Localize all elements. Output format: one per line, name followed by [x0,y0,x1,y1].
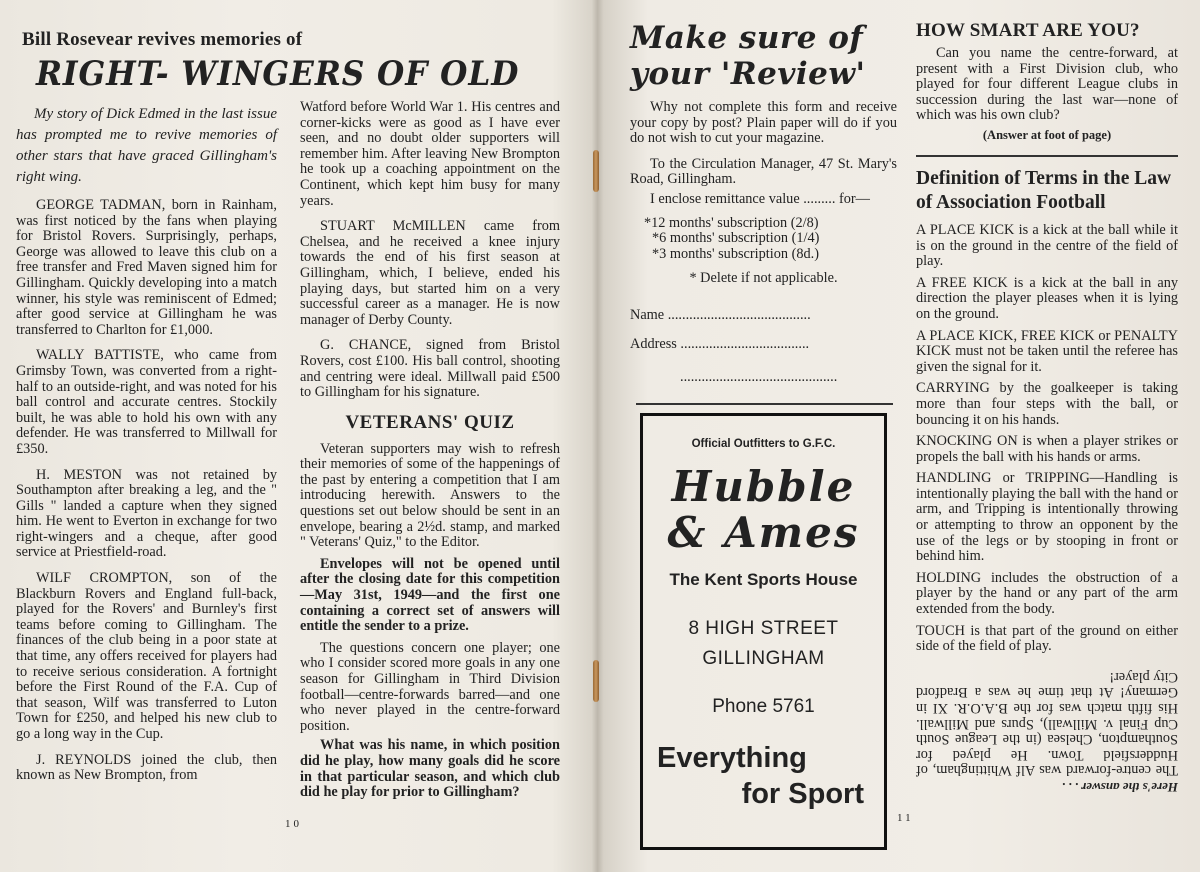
definition: HANDLING or TRIPPING—Handling is intentionally playing the ball with the hand or arm, and Tripping is intentionally throwing or attempting to throw an opponent by the use of the legs or by stooping in front or behind him. [916,470,1178,565]
upside-down-answer [916,668,1178,799]
subscription-option[interactable]: *3 months' subscription (8d.) [652,245,819,262]
article-paragraph: WALLY BATTISTE, who came from Grimsby Town, was converted from a right-half to an outside-right, and was noted for his ball control and accurate centres. Stockily built, he was able to hold his own with any defender. He was transferred to Millwall for £350. [16,347,277,457]
definition: A PLACE KICK is a kick at the ball while it is on the ground in the centre of the field of play. [916,221,1178,270]
hubble-ames-advert [640,413,887,850]
article-paragraph: WILF CROMPTON, son of the Blackburn Rovers and England full-back, played for the Rovers' and Burnley's first teams before coming to Gillingham. The finances of the club being in a poor state at that time, any offers received for players had to receive serious consideration. A fortnight before the First Round of the F.A. Cup of that season, Wilf was transferred to Luton Town for £250, and helped his new club to go a long way in the Cup. [16,570,277,742]
page-number: 10 [285,818,302,830]
subscription-options [630,216,897,263]
article-paragraph: H. MESTON was not retained by Southampton after breaking a leg, and the " Gills " landed a capture when they signed him. He went to Everton in exchange for two right-wingers and a cheque, after good service at Priestfield-road. [16,466,277,561]
staple [593,150,599,192]
article-kicker: Bill Rosevear revives memories of [22,29,303,50]
article-column-1 [16,104,277,784]
answer-text: The centre-forward was Alf Whittingham, of Huddersfield Town. He played for Southampton, Chelsea (in the League South Cup Final v. Millwall), Spurs and Millwall. His fifth match was for the B.A.O.R. XI in Germany! At that time he was a Bradford City player! [916,668,1178,779]
delete-note: * Delete if not applicable. [689,270,838,287]
page-number: 11 [897,812,914,824]
ad-brand-line-1: Hubble [671,462,856,511]
subscription-option[interactable]: *6 months' subscription (1/4) [652,230,820,247]
staple [593,660,599,702]
article-intro: My story of Dick Edmed in the last issue has prompted me to revive memories of other stars that have graced Gillingham's right wing. [16,106,277,185]
definition: CARRYING by the goalkeeper is taking more than four steps with the ball, or bouncing it on his hands. [916,380,1178,428]
ad-slogan-line-1: Everything [657,742,807,774]
remittance-line: I enclose remittance value ......... for— [650,190,870,207]
address-field[interactable]: Address .................................... [630,336,810,353]
page-10 [0,0,596,872]
article-paragraph: Watford before World War 1. His centres and corner-kicks were as good as I have ever seen, and no doubt older supporters will remember him. After leaving New Brompton he took up a coaching appointment on the Continent, which kept him busy for many years. [300,99,560,209]
quiz-heading: VETERANS' QUIZ [345,411,515,433]
quiz-title: HOW SMART ARE YOU? [916,20,1140,41]
divider [916,155,1178,157]
article-paragraph: STUART McMILLEN came from Chelsea, and he received a knee injury towards the end of his first season at Gillingham, which, I believe, ended his playing days, but started him on a very successful career as a manager. He is now manager of Derby County. [300,218,560,328]
review-title-line-2: your 'Review' [630,56,866,92]
definition: HOLDING includes the obstruction of a player by the hand or any part of the arm extended from the body. [916,569,1178,618]
quiz-paragraph: Veteran supporters may wish to refresh their memories of some of the happenings of the past by entering a competition that I am introducing herewith. Answers to the questions set out below should be sent in an envelope, bearing a 2½d. stamp, and marked " Veterans' Quiz," to the Editor. [300,440,560,551]
review-intro: Why not complete this form and receive your copy by post? Plain paper will do if you do not wish to cut your magazine. [630,99,897,147]
article-column-2 [300,100,560,801]
ad-slogan-line-2: for Sport [741,778,864,810]
answer-note: (Answer at foot of page) [982,127,1112,142]
article-paragraph: J. REYNOLDS joined the club, then known as New Brompton, from [16,751,277,784]
quiz-closing-notice: Envelopes will not be opened until after the closing date for this competition—May 31st, 1949—and the first one containing a correct set of answers will entitle the sender to a prize. [300,555,560,635]
name-field[interactable]: Name ........................................ [630,307,811,324]
review-title-line-1: Make sure of [630,20,864,56]
ad-phone: Phone 5761 [712,696,815,717]
quiz-question: Can you name the centre-forward, at present with a First Division club, who played for four different League clubs in succession during the last war—none of which was his own club? [916,45,1178,124]
ad-town: GILLINGHAM [702,648,825,669]
right-column [916,20,1178,655]
definition: A PLACE KICK, FREE KICK or PENALTY KICK must not be taken until the referee has given the signal for it. [916,327,1178,375]
subscription-option[interactable]: *12 months' subscription (2/8) [644,214,819,231]
definition: KNOCKING ON is when a player strikes or propels the ball with his hands or arms. [916,433,1178,465]
address-field-line-2[interactable]: ............................................ [680,369,838,386]
quiz-paragraph: The questions concern one player; one who I consider scored more goals in any one season for Gillingham in Third Division football—centre-forwards barred—and one who never played in the centre-forward position. [300,639,560,734]
article-paragraph: G. CHANCE, signed from Bristol Rovers, cost £100. His ball control, shooting and centring were ideal. Millwall paid £500 to Gillingham for his signature. [300,337,560,401]
answer-header: Here's the answer . . . [1061,779,1178,795]
definition: A FREE KICK is a kick at the ball in any direction the player pleases when it is lying on the ground. [916,274,1178,322]
quiz-question: What was his name, in which position did he play, how many goals did he score in that particular season, and which club did he play for prior to Gillingham? [300,737,560,801]
ad-brand-line-2: & Ames [667,508,860,557]
divider [636,403,893,405]
ad-official-outfitters: Official Outfitters to G.F.C. [691,438,836,450]
page-11 [600,0,1200,872]
definition: TOUCH is that part of the ground on either side of the field of play. [916,622,1178,655]
ad-tagline: The Kent Sports House [669,570,858,589]
subscription-form [630,20,897,386]
article-headline: RIGHT- WINGERS OF OLD [36,54,520,94]
ad-street: 8 HIGH STREET [688,618,839,639]
definitions-title: Definition of Terms in the Law of Association Football [916,167,1172,213]
review-address: To the Circulation Manager, 47 St. Mary's Road, Gillingham. [630,155,897,188]
review-title [630,20,897,92]
article-paragraph: GEORGE TADMAN, born in Rainham, was first noticed by the fans when playing for Bristol Rovers. Surprisingly, perhaps, George was allowed to leave this club on a free transfer and Fred Maven signed him for Gillingham. Quickly developing into a match winner, his style was reminiscent of Edmed; after good service at Gillingham he was transferred to Charlton for £1,000. [16,197,277,338]
